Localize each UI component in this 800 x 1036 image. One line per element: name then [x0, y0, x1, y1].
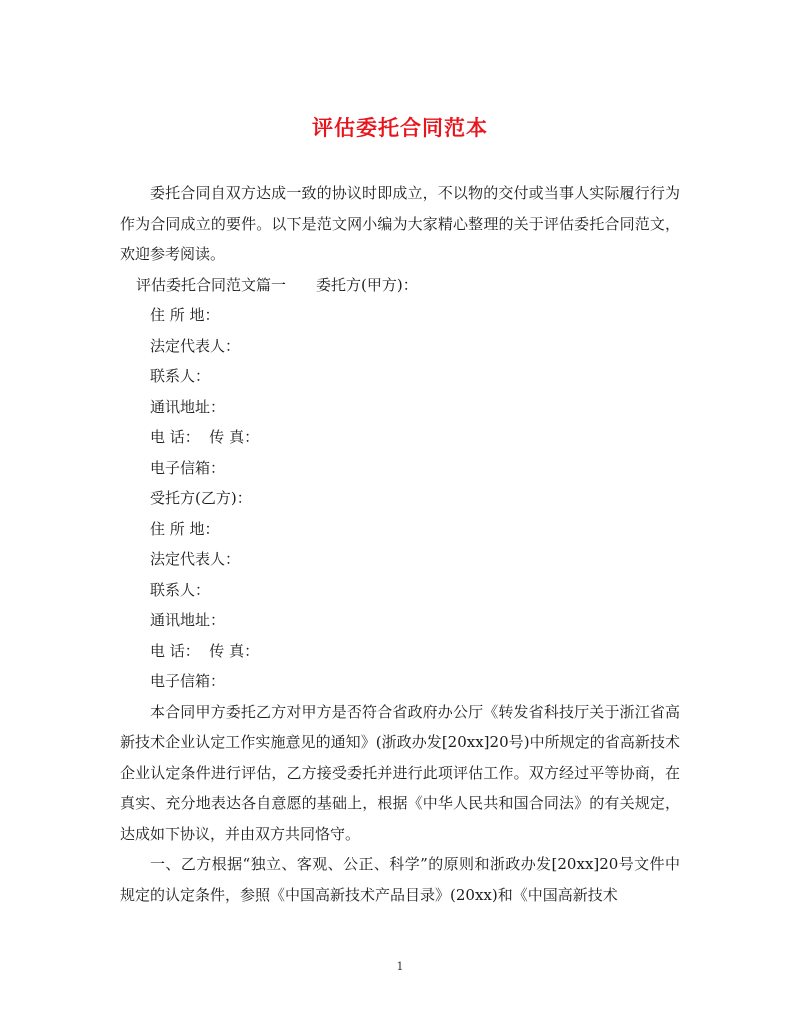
party-a-contact: 联系人：	[150, 367, 211, 385]
party-b-block	[120, 514, 680, 697]
party-b-phone-fax: 电 话： 传 真：	[150, 641, 260, 660]
party-b-email: 电子信箱：	[150, 672, 226, 690]
body-paragraph: 本合同甲方委托乙方对甲方是否符合省政府办公厅《转发省科技厅关于浙江省高新技术企业认定工作实施意见的通知》(浙政办发[20xx]20号)中所规定的省高新技术企业认定条件进行评估，乙方接受委托并进行此项评估工作。双方经过平等协商，在真实、充分地表达各自意愿的基础上，根据《中华人民共和国合同法》的有关规定，达成如下协议，并由双方共同恪守。	[120, 702, 680, 843]
clause-one-paragraph: 一、乙方根据“独立、客观、公正、科学”的原则和浙政办发[20xx]20号文件中规定的认定条件，参照《中国高新技术产品目录》(20xx)和《中国高新技术	[120, 855, 680, 904]
party-a-email: 电子信箱：	[150, 458, 226, 477]
party-a-legal-rep: 法定代表人：	[150, 336, 241, 355]
party-b-address: 住 所 地：	[150, 519, 220, 538]
document-title: 评估委托合同范本	[312, 115, 488, 140]
section-heading: 评估委托合同范文篇一 委托方(甲方)：	[136, 275, 418, 294]
party-b-mail-address: 通讯地址：	[150, 611, 226, 629]
party-b-contact: 联系人：	[150, 580, 211, 599]
party-a-mail-address: 通讯地址：	[150, 397, 226, 416]
party-a-phone-fax: 电 话： 传 真：	[150, 428, 260, 446]
intro-paragraph: 委托合同自双方达成一致的协议时即成立，不以物的交付或当事人实际履行行为作为合同成立的要件。以下是范文网小编为大家精心整理的关于评估委托合同范文，欢迎参考阅读。	[120, 184, 680, 263]
party-b-heading: 受托方(乙方)：	[150, 489, 252, 507]
page-number: 1	[396, 960, 404, 973]
party-a-block	[120, 300, 680, 483]
party-a-address: 住 所 地：	[150, 306, 220, 324]
document-body	[120, 178, 680, 910]
party-b-legal-rep: 法定代表人：	[150, 550, 241, 568]
